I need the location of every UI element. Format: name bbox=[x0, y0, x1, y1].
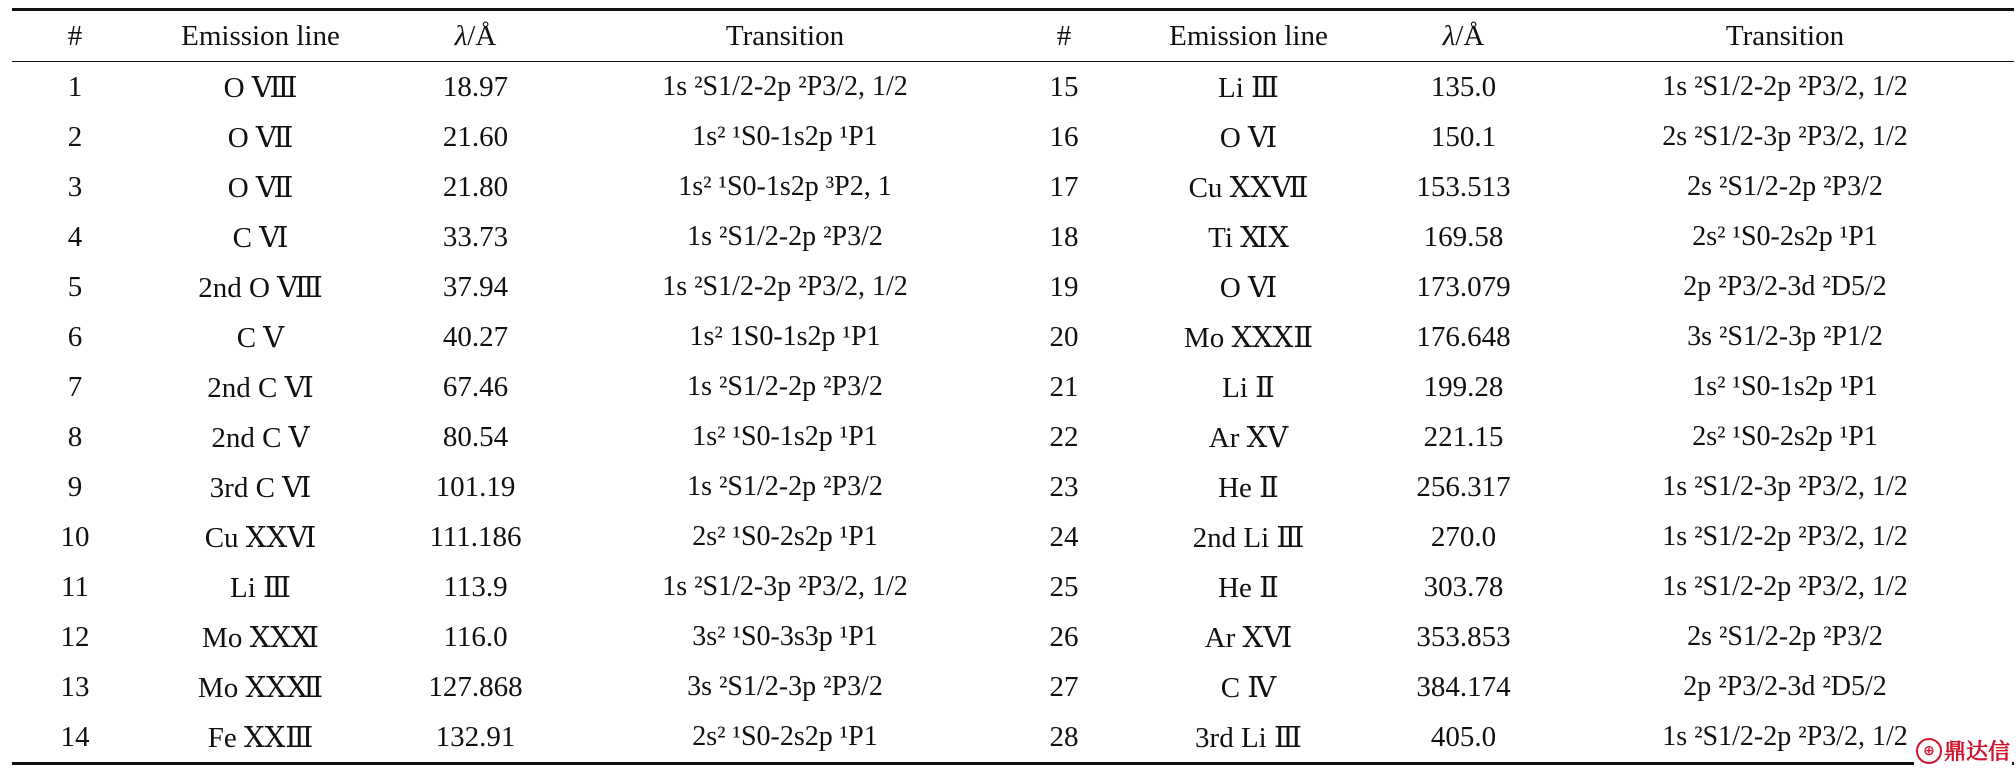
cell-emission-line: O Ⅷ bbox=[223, 71, 298, 104]
cell-transition-2: 3s ²S1/2-3p ²P1/2 bbox=[1687, 321, 1883, 352]
table-row bbox=[12, 112, 2014, 162]
cell-transition: 1s ²S1/2-2p ²P3/2, 1/2 bbox=[662, 271, 908, 302]
cell-index: 14 bbox=[12, 712, 138, 764]
cell-index-2: 16 bbox=[1049, 120, 1079, 153]
cell-emission-line: C Ⅵ bbox=[232, 221, 289, 254]
cell-emission-line-2: Li Ⅱ bbox=[1222, 371, 1275, 404]
cell-transition-2: 1s ²S1/2-2p ²P3/2, 1/2 bbox=[1662, 521, 1908, 552]
cell-index: 12 bbox=[60, 620, 90, 653]
cell-index: 6 bbox=[67, 320, 83, 353]
cell-emission-line-2: C Ⅳ bbox=[1220, 671, 1277, 704]
cell-transition: 1s² ¹S0-1s2p ¹P1 bbox=[692, 421, 878, 452]
table-row bbox=[12, 512, 2014, 562]
cell-wavelength-2: 199.28 bbox=[1423, 370, 1504, 403]
cell-emission-line: Mo ⅩⅩⅪ bbox=[202, 621, 319, 654]
cell-index: 1 bbox=[67, 70, 83, 103]
cell-wavelength-2: 135.0 bbox=[1430, 70, 1497, 103]
cell-transition-2: 1s² ¹S0-1s2p ¹P1 bbox=[1692, 371, 1878, 402]
cell-emission-line-2: Ar ⅩⅥ bbox=[1204, 621, 1293, 654]
table-row bbox=[12, 462, 2014, 512]
cell-index-2: 17 bbox=[1049, 170, 1079, 203]
cell-wavelength: 116.0 bbox=[443, 620, 508, 653]
cell-index-2: 20 bbox=[1049, 320, 1079, 353]
cell-emission-line-2: Cu ⅩⅩⅦ bbox=[1188, 171, 1309, 204]
cell-transition: 1s ²S1/2-2p ²P3/2 bbox=[687, 221, 883, 252]
cell-index-2: 24 bbox=[1049, 520, 1079, 553]
col-header-transition-2: Transition bbox=[1556, 10, 2014, 62]
cell-emission-line: 3rd C Ⅵ bbox=[209, 471, 312, 504]
cell-index: 10 bbox=[60, 520, 90, 553]
cell-index: 7 bbox=[67, 370, 83, 403]
cell-transition-2: 1s ²S1/2-2p ²P3/2, 1/2 bbox=[1556, 712, 2014, 764]
cell-transition-2: 2s² ¹S0-2s2p ¹P1 bbox=[1692, 421, 1878, 452]
cell-wavelength: 18.97 bbox=[442, 70, 509, 103]
table-row bbox=[12, 612, 2014, 662]
table-row bbox=[12, 662, 2014, 712]
cell-wavelength: 33.73 bbox=[442, 220, 509, 253]
table-row bbox=[12, 162, 2014, 212]
cell-transition: 1s² ¹S0-1s2p ³P2, 1 bbox=[678, 171, 892, 202]
col-header-wavelength-2 bbox=[1371, 10, 1556, 62]
lambda-unit-2: /Å bbox=[1455, 19, 1485, 52]
cell-index-2: 27 bbox=[1049, 670, 1079, 703]
cell-index: 2 bbox=[67, 120, 83, 153]
cell-emission-line-2: He Ⅱ bbox=[1218, 471, 1279, 504]
cell-transition: 1s ²S1/2-3p ²P3/2, 1/2 bbox=[662, 571, 908, 602]
header-row bbox=[12, 10, 2014, 62]
cell-wavelength-2: 256.317 bbox=[1416, 470, 1511, 503]
cell-emission-line-2: Ar ⅩⅤ bbox=[1208, 421, 1289, 454]
cell-wavelength-2: 221.15 bbox=[1423, 420, 1504, 453]
lambda-unit: /Å bbox=[467, 19, 497, 52]
cell-transition-2: 1s ²S1/2-2p ²P3/2, 1/2 bbox=[1662, 571, 1908, 602]
cell-wavelength-2: 169.58 bbox=[1423, 220, 1504, 253]
cell-wavelength: 21.60 bbox=[442, 120, 509, 153]
emission-lines-table bbox=[12, 8, 2014, 765]
cell-wavelength-2: 173.079 bbox=[1416, 270, 1511, 303]
cell-index-2: 22 bbox=[1049, 420, 1079, 453]
cell-index: 5 bbox=[67, 270, 83, 303]
lambda-symbol: λ bbox=[454, 19, 468, 52]
cell-index: 8 bbox=[67, 420, 83, 453]
cell-wavelength-2: 153.513 bbox=[1416, 170, 1511, 203]
table-row bbox=[12, 412, 2014, 462]
cell-index: 11 bbox=[61, 570, 89, 603]
cell-transition: 2s² ¹S0-2s2p ¹P1 bbox=[568, 712, 1002, 764]
cell-index-2: 25 bbox=[1049, 570, 1079, 603]
cell-transition: 2s² ¹S0-2s2p ¹P1 bbox=[692, 521, 878, 552]
cell-wavelength: 132.91 bbox=[383, 712, 568, 764]
cell-wavelength-2: 270.0 bbox=[1430, 520, 1497, 553]
cell-transition-2: 2p ²P3/2-3d ²D5/2 bbox=[1683, 271, 1887, 302]
cell-index: 4 bbox=[67, 220, 83, 253]
cell-emission-line: 2nd O Ⅷ bbox=[198, 271, 323, 304]
cell-wavelength-2: 405.0 bbox=[1371, 712, 1556, 764]
col-header-transition: Transition bbox=[568, 10, 1002, 62]
cell-transition: 1s ²S1/2-2p ²P3/2 bbox=[687, 471, 883, 502]
cell-transition-2: 2s ²S1/2-2p ²P3/2 bbox=[1687, 171, 1883, 202]
cell-wavelength: 67.46 bbox=[442, 370, 509, 403]
cell-wavelength-2: 176.648 bbox=[1416, 320, 1511, 353]
cell-wavelength: 40.27 bbox=[442, 320, 509, 353]
table-row bbox=[12, 562, 2014, 612]
lambda-symbol-2: λ bbox=[1442, 19, 1456, 52]
watermark-text: 鼎达信 bbox=[1943, 740, 2010, 765]
cell-emission-line: O Ⅶ bbox=[227, 121, 294, 154]
cell-emission-line: Fe ⅩⅩⅢ bbox=[138, 712, 383, 764]
cell-transition: 1s ²S1/2-2p ²P3/2 bbox=[687, 371, 883, 402]
cell-emission-line-2: O Ⅵ bbox=[1219, 271, 1278, 304]
col-header-index-2: # bbox=[1002, 10, 1126, 62]
cell-transition: 3s² ¹S0-3s3p ¹P1 bbox=[692, 621, 878, 652]
cell-transition-2: 1s ²S1/2-2p ²P3/2, 1/2 bbox=[1662, 71, 1908, 102]
cell-emission-line: Cu ⅩⅩⅥ bbox=[204, 521, 317, 554]
col-header-index: # bbox=[12, 10, 138, 62]
table-row bbox=[12, 362, 2014, 412]
cell-index-2: 15 bbox=[1049, 70, 1079, 103]
cell-transition: 1s² ¹S0-1s2p ¹P1 bbox=[692, 121, 878, 152]
cell-wavelength: 127.868 bbox=[428, 670, 523, 703]
cell-emission-line-2: He Ⅱ bbox=[1218, 571, 1279, 604]
cell-wavelength: 21.80 bbox=[442, 170, 509, 203]
cell-emission-line: 2nd C Ⅴ bbox=[211, 421, 310, 454]
cell-transition-2: 1s ²S1/2-3p ²P3/2, 1/2 bbox=[1662, 471, 1908, 502]
cell-wavelength: 113.9 bbox=[443, 570, 508, 603]
cell-index-2: 26 bbox=[1049, 620, 1079, 653]
cell-wavelength-2: 150.1 bbox=[1430, 120, 1497, 153]
cell-emission-line-2: Mo ⅩⅩⅩⅡ bbox=[1183, 321, 1314, 354]
cell-index-2: 28 bbox=[1002, 712, 1126, 764]
cell-index-2: 19 bbox=[1049, 270, 1079, 303]
cell-emission-line: 2nd C Ⅵ bbox=[207, 371, 314, 404]
cell-emission-line: O Ⅶ bbox=[227, 171, 294, 204]
cell-wavelength: 111.186 bbox=[429, 520, 522, 553]
cell-index: 3 bbox=[67, 170, 83, 203]
table-row bbox=[12, 712, 2014, 764]
cell-wavelength: 101.19 bbox=[435, 470, 516, 503]
cell-transition: 3s ²S1/2-3p ²P3/2 bbox=[687, 671, 883, 702]
cell-emission-line: Mo ⅩⅩⅫ bbox=[197, 671, 324, 704]
cell-emission-line-2: 2nd Li Ⅲ bbox=[1192, 521, 1305, 554]
cell-transition: 1s² 1S0-1s2p ¹P1 bbox=[689, 321, 881, 352]
cell-wavelength: 37.94 bbox=[442, 270, 509, 303]
cell-index-2: 21 bbox=[1049, 370, 1079, 403]
cell-wavelength-2: 353.853 bbox=[1416, 620, 1511, 653]
table-row bbox=[12, 312, 2014, 362]
watermark-logo bbox=[1914, 735, 2012, 766]
cell-index: 9 bbox=[67, 470, 83, 503]
cell-transition-2: 2s ²S1/2-3p ²P3/2, 1/2 bbox=[1662, 121, 1908, 152]
cell-index-2: 18 bbox=[1049, 220, 1079, 253]
cell-wavelength-2: 384.174 bbox=[1416, 670, 1511, 703]
cell-wavelength: 80.54 bbox=[442, 420, 509, 453]
col-header-wavelength bbox=[383, 10, 568, 62]
cell-index: 13 bbox=[60, 670, 90, 703]
table-row bbox=[12, 212, 2014, 262]
cell-transition-2: 2p ²P3/2-3d ²D5/2 bbox=[1683, 671, 1887, 702]
cell-emission-line-2: Li Ⅲ bbox=[1218, 71, 1279, 104]
cell-emission-line: C Ⅴ bbox=[236, 321, 285, 354]
cell-transition-2: 2s ²S1/2-2p ²P3/2 bbox=[1687, 621, 1883, 652]
cell-emission-line-2: O Ⅵ bbox=[1219, 121, 1278, 154]
cell-emission-line: Li Ⅲ bbox=[230, 571, 291, 604]
col-header-emission-line: Emission line bbox=[138, 10, 383, 62]
cell-emission-line-2: 3rd Li Ⅲ bbox=[1126, 712, 1371, 764]
cell-index-2: 23 bbox=[1049, 470, 1079, 503]
cell-emission-line-2: Ti ⅪⅩ bbox=[1208, 221, 1289, 254]
watermark-seal-icon: ⊕ bbox=[1916, 738, 1942, 764]
cell-wavelength-2: 303.78 bbox=[1423, 570, 1504, 603]
cell-transition-2: 2s² ¹S0-2s2p ¹P1 bbox=[1692, 221, 1878, 252]
col-header-emission-line-2: Emission line bbox=[1126, 10, 1371, 62]
table-row bbox=[12, 62, 2014, 113]
cell-transition: 1s ²S1/2-2p ²P3/2, 1/2 bbox=[662, 71, 908, 102]
table-row bbox=[12, 262, 2014, 312]
